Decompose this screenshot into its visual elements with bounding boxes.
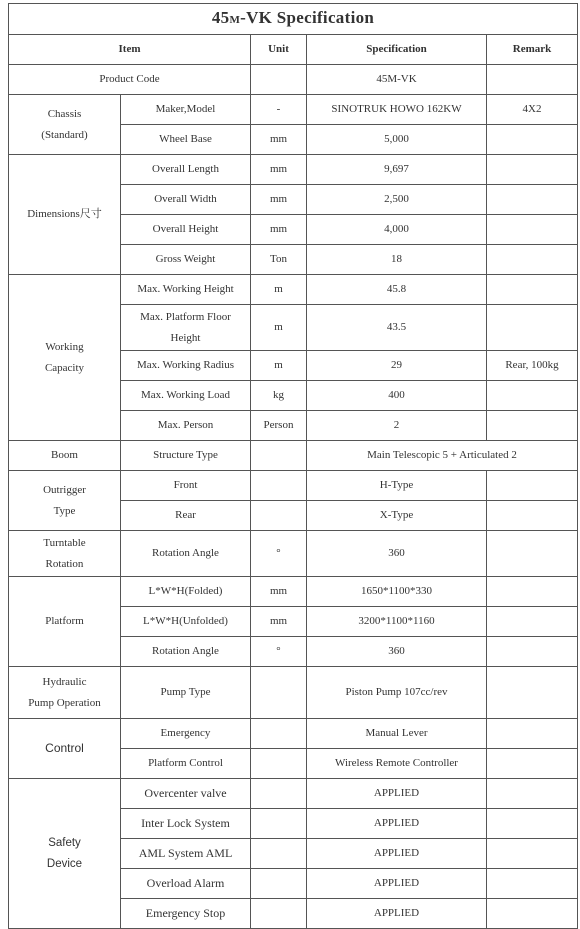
spec-cell: SINOTRUK HOWO 162KW	[307, 95, 487, 125]
table-row	[9, 95, 578, 125]
unit-cell	[251, 65, 307, 95]
group-outrigger	[9, 471, 121, 531]
spec-cell: X-Type	[307, 501, 487, 531]
group-label: Pump Operation	[28, 696, 101, 709]
unit-cell	[251, 779, 307, 809]
spec-cell: 18	[307, 245, 487, 275]
remark-cell	[487, 185, 578, 215]
item-cell: Max. Working Load	[121, 381, 251, 411]
item-cell: Max. Person	[121, 411, 251, 441]
unit-cell: mm	[251, 577, 307, 607]
remark-cell	[487, 275, 578, 305]
title-suffix: -VK Specification	[240, 8, 375, 27]
remark-cell	[487, 839, 578, 869]
unit-cell: kg	[251, 381, 307, 411]
group-control: Control	[9, 719, 121, 779]
unit-cell	[251, 809, 307, 839]
spec-cell: 360	[307, 637, 487, 667]
remark-cell	[487, 667, 578, 719]
item-cell: L*W*H(Folded)	[121, 577, 251, 607]
group-label: Device	[46, 857, 83, 870]
spec-cell: Piston Pump 107cc/rev	[307, 667, 487, 719]
title-prefix: 45	[211, 8, 230, 27]
item-cell: Structure Type	[121, 441, 251, 471]
spec-cell: 5,000	[307, 125, 487, 155]
remark-cell	[487, 869, 578, 899]
unit-cell	[251, 719, 307, 749]
item-cell: Max. Working Height	[121, 275, 251, 305]
item-label: Max. Platform Floor	[140, 310, 231, 323]
page-title	[9, 4, 578, 35]
unit-cell: m	[251, 305, 307, 351]
unit-cell	[251, 471, 307, 501]
item-cell: Overload Alarm	[121, 869, 251, 899]
group-label: (Standard)	[41, 128, 88, 141]
group-platform: Platform	[9, 577, 121, 667]
item-cell: Pump Type	[121, 667, 251, 719]
col-header-remark: Remark	[487, 35, 578, 65]
spec-cell: H-Type	[307, 471, 487, 501]
unit-cell	[251, 899, 307, 929]
group-turntable	[9, 531, 121, 577]
remark-cell: 4X2	[487, 95, 578, 125]
remark-cell	[487, 719, 578, 749]
table-row	[9, 667, 578, 719]
unit-cell: mm	[251, 185, 307, 215]
table-row	[9, 719, 578, 749]
spec-cell: 43.5	[307, 305, 487, 351]
spec-cell: Main Telescopic 5 + Articulated 2	[307, 441, 578, 471]
spec-table	[8, 3, 578, 929]
group-chassis	[9, 95, 121, 155]
group-label: Outrigger	[43, 483, 86, 496]
table-row	[9, 155, 578, 185]
item-cell: Overall Width	[121, 185, 251, 215]
spec-cell: 4,000	[307, 215, 487, 245]
table-row	[9, 531, 578, 577]
item-cell: Rotation Angle	[121, 531, 251, 577]
table-row	[9, 441, 578, 471]
group-hydraulic	[9, 667, 121, 719]
item-cell: Rotation Angle	[121, 637, 251, 667]
unit-cell: mm	[251, 607, 307, 637]
item-cell: Platform Control	[121, 749, 251, 779]
remark-cell	[487, 531, 578, 577]
unit-cell: Person	[251, 411, 307, 441]
remark-cell	[487, 779, 578, 809]
item-cell: Inter Lock System	[121, 809, 251, 839]
spec-cell: 400	[307, 381, 487, 411]
item-cell: Overall Height	[121, 215, 251, 245]
unit-cell: m	[251, 351, 307, 381]
unit-cell	[251, 441, 307, 471]
spec-cell: APPLIED	[307, 809, 487, 839]
table-row	[9, 275, 578, 305]
title-sub: M	[229, 14, 241, 26]
item-cell: Rear	[121, 501, 251, 531]
unit-cell: Ton	[251, 245, 307, 275]
group-safety-device	[9, 779, 121, 929]
remark-cell	[487, 411, 578, 441]
item-cell: AML System AML	[121, 839, 251, 869]
remark-cell	[487, 899, 578, 929]
group-label: Hydraulic	[42, 675, 87, 688]
item-cell: L*W*H(Unfolded)	[121, 607, 251, 637]
table-row	[9, 577, 578, 607]
remark-cell	[487, 65, 578, 95]
unit-cell: °	[251, 637, 307, 667]
remark-cell	[487, 501, 578, 531]
unit-cell	[251, 667, 307, 719]
spec-cell: 29	[307, 351, 487, 381]
unit-cell: °	[251, 531, 307, 577]
item-cell: Overall Length	[121, 155, 251, 185]
spec-cell: 9,697	[307, 155, 487, 185]
spec-cell: 1650*1100*330	[307, 577, 487, 607]
remark-cell	[487, 155, 578, 185]
col-header-spec: Specification	[307, 35, 487, 65]
unit-cell: mm	[251, 125, 307, 155]
spec-cell: APPLIED	[307, 869, 487, 899]
remark-cell	[487, 749, 578, 779]
remark-cell	[487, 577, 578, 607]
spec-cell: 2	[307, 411, 487, 441]
remark-cell	[487, 125, 578, 155]
group-label: Capacity	[44, 361, 85, 374]
unit-cell	[251, 749, 307, 779]
spec-cell: APPLIED	[307, 839, 487, 869]
remark-cell	[487, 245, 578, 275]
item-cell: Front	[121, 471, 251, 501]
spec-cell: 45M-VK	[307, 65, 487, 95]
col-header-item: Item	[9, 35, 251, 65]
spec-sheet	[8, 3, 577, 929]
group-label: Rotation	[45, 557, 84, 570]
item-cell: Emergency	[121, 719, 251, 749]
item-cell: Wheel Base	[121, 125, 251, 155]
item-cell: Maker,Model	[121, 95, 251, 125]
item-cell: Gross Weight	[121, 245, 251, 275]
spec-cell: 2,500	[307, 185, 487, 215]
unit-cell: m	[251, 275, 307, 305]
spec-cell: 360	[307, 531, 487, 577]
group-label: Turntable	[43, 536, 86, 549]
header-row	[9, 35, 578, 65]
item-cell: Emergency Stop	[121, 899, 251, 929]
group-label: Safety	[48, 836, 81, 849]
group-label: Working	[45, 340, 84, 353]
item-cell: Max. Working Radius	[121, 351, 251, 381]
col-header-unit: Unit	[251, 35, 307, 65]
remark-cell	[487, 607, 578, 637]
remark-cell	[487, 637, 578, 667]
spec-cell: Wireless Remote Controller	[307, 749, 487, 779]
table-row	[9, 779, 578, 809]
spec-cell: APPLIED	[307, 779, 487, 809]
table-row	[9, 65, 578, 95]
remark-cell	[487, 305, 578, 351]
group-working-capacity	[9, 275, 121, 441]
unit-cell	[251, 501, 307, 531]
group-dimensions: Dimensions尺寸	[9, 155, 121, 275]
unit-cell	[251, 839, 307, 869]
item-cell	[121, 305, 251, 351]
group-label: Chassis	[47, 107, 82, 120]
spec-cell: 3200*1100*1160	[307, 607, 487, 637]
remark-cell: Rear, 100kg	[487, 351, 578, 381]
spec-cell: Manual Lever	[307, 719, 487, 749]
spec-cell: APPLIED	[307, 899, 487, 929]
remark-cell	[487, 471, 578, 501]
unit-cell	[251, 869, 307, 899]
remark-cell	[487, 215, 578, 245]
table-row	[9, 471, 578, 501]
group-label: Type	[53, 504, 76, 517]
row-label: Product Code	[9, 65, 251, 95]
group-boom: Boom	[9, 441, 121, 471]
item-label: Height	[170, 331, 201, 344]
remark-cell	[487, 381, 578, 411]
item-cell: Overcenter valve	[121, 779, 251, 809]
unit-cell: mm	[251, 215, 307, 245]
remark-cell	[487, 809, 578, 839]
unit-cell: -	[251, 95, 307, 125]
spec-cell: 45.8	[307, 275, 487, 305]
title-row	[9, 4, 578, 35]
unit-cell: mm	[251, 155, 307, 185]
